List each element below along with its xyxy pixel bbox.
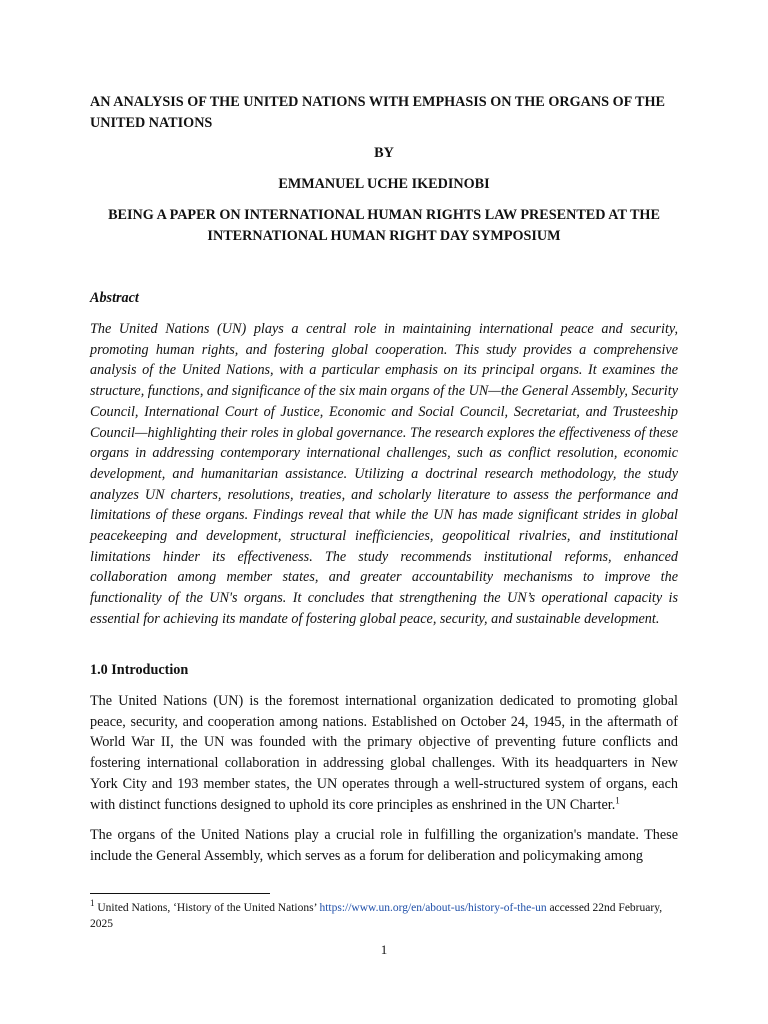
author-name: EMMANUEL UCHE IKEDINOBI <box>278 176 490 192</box>
footnote-reference[interactable]: 1 <box>615 794 620 805</box>
footnote <box>90 900 678 932</box>
paper-title: AN ANALYSIS OF THE UNITED NATIONS WITH EMPHASIS ON THE ORGANS OF THE UNITED NATIONS <box>90 94 665 131</box>
footnote-accessed: accessed 22nd February, 2025 <box>90 902 663 930</box>
introduction-heading: 1.0 Introduction <box>90 662 189 678</box>
abstract-text: The United Nations (UN) plays a central role in maintaining international peace and security, promoting human rights, and fostering global cooperation. This study provides a comprehensive analysis of the United Nations, with a particular emphasis on its principal organs. It examines the structure, functions, and significance of the six main organs of the UN—the General Assembly, Security Council, International Court of Justice, Economic and Social Council, Secretariat, and Trusteeship Council—highlighting their roles in global governance. The research explores the effectiveness of these organs in addressing contemporary international challenges, such as conflict resolution, economic development, and humanitarian assistance. Utilizing a doctrinal research methodology, the study analyzes UN charters, resolutions, treaties, and scholarly literature to assess the performance and limitations of these organs. Findings reveal that while the UN has made significant strides in global peacekeeping and development, structural inefficiencies, geopolitical rivalries, and institutional limitations hinder its effectiveness. The study recommends institutional reforms, enhanced collaboration among member states, and greater accountability mechanisms to improve the functionality of the UN's organs. It concludes that strengthening the UN’s operational capacity is essential for achieving its mandate of fostering global peace, security, and sustainable development. <box>90 321 678 627</box>
introduction-paragraph-2: The organs of the United Nations play a crucial role in fulfilling the organization's mandate. These include the General Assembly, which serves as a forum for deliberation and policymaking among <box>90 827 678 864</box>
footnote-link[interactable]: https://www.un.org/en/about-us/history-of-the-un <box>319 902 547 914</box>
footnote-divider <box>90 893 270 894</box>
by-line: BY <box>374 145 394 161</box>
footnote-text: United Nations, ‘History of the United Nations’ <box>97 902 317 914</box>
paragraph-1-text: The United Nations (UN) is the foremost international organization dedicated to promoting global peace, security, and cooperation among nations. Established on October 24, 1945, in the aftermath of World War II, the UN was founded with the primary objective of preventing future conflicts and fostering international collaboration in addressing global challenges. With its headquarters in New York City and 193 member states, the UN operates through a well-structured system of organs, each with distinct functions designed to uphold its core principles as enshrined in the UN Charter. <box>90 693 678 813</box>
page-number: 1 <box>380 942 388 957</box>
paper-description: BEING A PAPER ON INTERNATIONAL HUMAN RIGHTS LAW PRESENTED AT THE INTERNATIONAL HUMAN RIGHT DAY SYMPOSIUM <box>108 207 660 244</box>
footnote-number: 1 <box>90 898 95 909</box>
introduction-paragraph-1 <box>90 691 678 815</box>
abstract-heading: Abstract <box>90 290 139 306</box>
